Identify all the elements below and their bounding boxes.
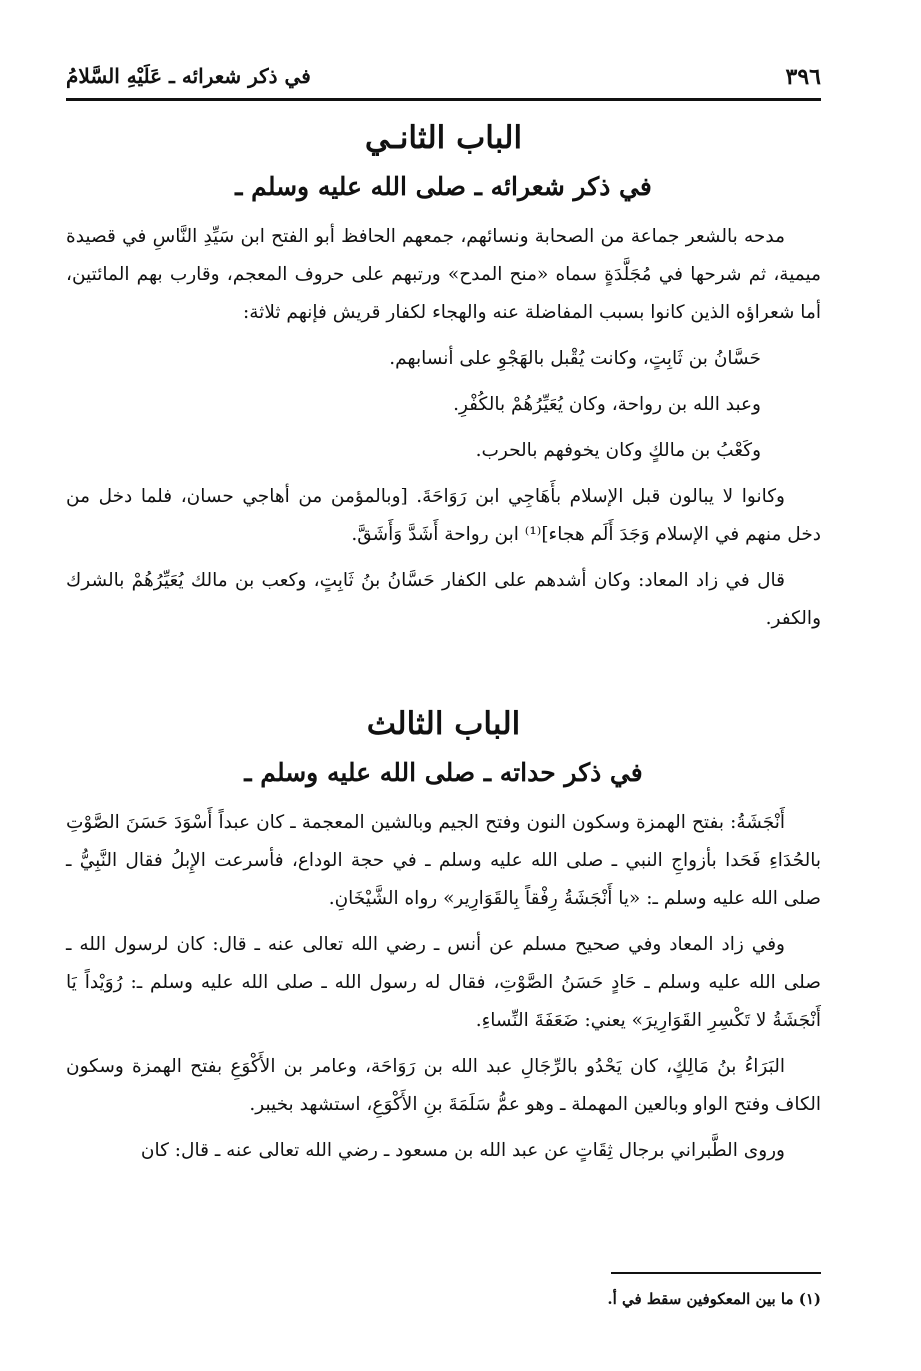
- footnote-rule: [611, 1272, 821, 1274]
- chapter-2-paragraph-2: وكانوا لا يبالون قبل الإسلام بأَهَاجِي ابن رَوَاحَةَ. [وبالمؤمن من أهاجي حسان، فلما دخل من دخل منهم في الإسلام وَجَدَ أَلَم هجاء]⁽¹⁾ ابن رواحة أَشَدَّ وَأَشَقَّ.: [66, 486, 821, 545]
- document-page: [66, 0, 821, 1371]
- running-title: في ذكر شعرائه ـ عَلَيْهِ السَّلامُ: [66, 64, 311, 88]
- running-header: [66, 62, 821, 96]
- poet-ibn-rawaha: وعبد الله بن رواحة، وكان يُعَيِّرُهُمْ بالكُفْرِ.: [453, 394, 761, 415]
- chapter-3-paragraph-3: البَرَاءُ بنُ مَالِكٍ، كان يَحْدُو بالرِّجَالِ عبد الله بن رَوَاحَة، وعامر بن الأَكْوَعِ بفتح الهمزة وسكون الكاف وفتح الواو وبالعين المهملة ـ وهو عمُّ سَلَمَةَ بنِ الأَكْوَعِ، استشهد بخيبر.: [66, 1056, 821, 1115]
- header-rule: [66, 98, 821, 101]
- footnote: (١) ما بين المعكوفين سقط في أ.: [607, 1290, 821, 1308]
- chapter-3-paragraph-4: وروى الطَّبراني برجال ثِقَاتٍ عن عبد الله بن مسعود ـ رضي الله تعالى عنه ـ قال: كان: [140, 1140, 785, 1161]
- chapter-2-title: الباب الثانـي: [364, 120, 523, 156]
- chapter-3-paragraph-1: أَنْجَشَةُ: بفتح الهمزة وسكون النون وفتح الجيم وبالشين المعجمة ـ كان عبداً أَسْوَدَ حَسَنَ الصَّوْتِ بالحُدَاءِ فَحَدا بأزواجِ النبي ـ صلى الله عليه وسلم ـ في حجة الوداع، فأسرعت الإِبلُ فقال النَّبِيُّ ـ صلى الله عليه وسلم ـ: «يا أَنْجَشَةُ رِفْقاً بِالقَوَارِير» رواه الشَّيْخَانِ.: [66, 812, 821, 909]
- page-number: ٣٩٦: [785, 64, 821, 90]
- main-content: [66, 112, 821, 1170]
- chapter-2-intro: مدحه بالشعر جماعة من الصحابة ونسائهم، جمعهم الحافظ أبو الفتح ابن سَيِّدِ النَّاسِ في قصيدة ميمية، ثم شرحها في مُجَلَّدَةٍ سماه «منح المدح» ورتبهم على حروف المعجم، وقارب بهم المائتين، أما شعراؤه الذين كانوا بسبب المفاضلة عنه والهجاء لكفار قريش فإنهم ثلاثة:: [66, 226, 821, 323]
- chapter-2-paragraph-3: قال في زاد المعاد: وكان أشدهم على الكفار حَسَّانُ بنُ ثَابِتٍ، وكعب بن مالك يُعَيِّرُهُمْ بالشرك والكفر.: [66, 570, 821, 629]
- poet-kaab: وكَعْبُ بن مالكٍ وكان يخوفهم بالحرب.: [475, 440, 761, 461]
- chapter-3-title: الباب الثالث: [366, 706, 521, 742]
- chapter-3-paragraph-2: وفي زاد المعاد وفي صحيح مسلم عن أنس ـ رضي الله تعالى عنه ـ قال: كان لرسول الله ـ صلى الله عليه وسلم ـ حَادٍ حَسَنُ الصَّوْتِ، فقال له رسول الله ـ صلى الله عليه وسلم ـ: رُوَيْداً يَا أَنْجَشَةُ لا تَكْسِرِ القَوَارِيرَ» يعني: ضَعَفَةَ النِّساءِ.: [66, 934, 821, 1031]
- poet-hassan: حَسَّانُ بن ثَابِتٍ، وكانت يُقْبل بالهَجْوِ على أنسابهم.: [389, 348, 761, 369]
- chapter-3-subtitle: في ذكر حداته ـ صلى الله عليه وسلم ـ: [244, 758, 643, 787]
- chapter-2-subtitle: في ذكر شعرائه ـ صلى الله عليه وسلم ـ: [235, 172, 652, 201]
